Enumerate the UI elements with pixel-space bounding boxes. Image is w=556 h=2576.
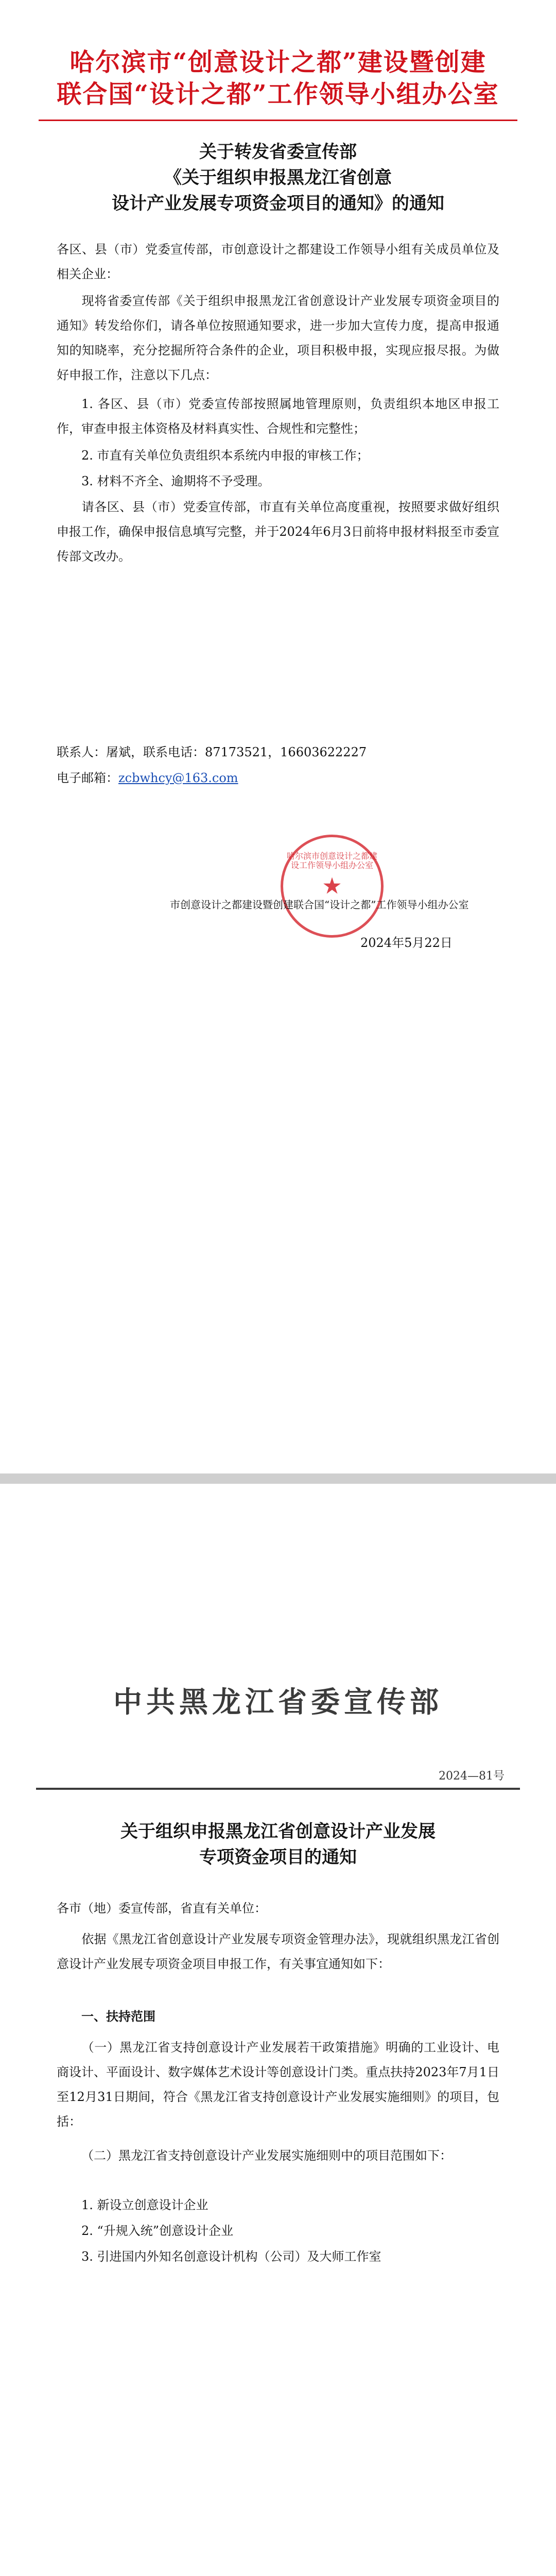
letter-body-2: 请各区、县（市）党委宣传部，市直有关单位高度重视，按照要求做好组织申报工作，确保申报信息填写完整，并于2024年6月3日前将申报材料报至市委宣传部文改办。 [57,500,499,564]
list-item: 2. “升规入统”创意设计企业 [81,2224,234,2238]
red-header-line1: 哈尔滨市“创意设计之都”建设暨创建 [70,48,486,77]
notice-title-line1: 关于组织申报黑龙江省创意设计产业发展 [120,1821,436,1842]
seal-star-icon: ★ [322,873,342,900]
red-header-line2: 联合国“设计之都”工作领导小组办公室 [57,80,499,109]
notice-title-line2: 专项资金项目的通知 [199,1847,357,1868]
seal-text: 哈尔滨市创意设计之都建设工作领导小组办公室 [286,851,377,870]
list-item: 1. 新设立创意设计企业 [81,2198,208,2212]
doc-number: 2024—81号 [439,1770,505,1783]
notice-divider [36,1788,520,1790]
official-seal [281,835,384,938]
letter-title-line1: 关于转发省委宣传部 [199,142,357,162]
notice-intro: 依据《黑龙江省创意设计产业发展专项资金管理办法》，现就组织黑龙江省创意设计产业发展专项资金项目申报工作，有关事宜通知如下： [57,1932,499,1971]
letter-point-1: 1. 各区、县（市）党委宣传部按照属地管理原则，负责组织本地区申报工作，审查申报主体资格及材料真实性、合规性和完整性； [57,397,499,436]
email-label: 电子邮箱： [57,771,118,785]
notice-org-header: 中共黑龙江省委宣传部 [113,1685,443,1719]
letter-issuer: 市创意设计之都建设暨创建联合国“设计之都”工作领导小组办公室 [170,899,469,911]
letter-date: 2024年5月22日 [360,936,453,950]
letter-salutation: 各区、县（市）党委宣传部，市创意设计之都建设工作领导小组有关成员单位及相关企业： [57,242,499,281]
letter-title-line3: 设计产业发展专项资金项目的通知》的通知 [112,193,444,214]
list-item: 3. 引进国内外知名创意设计机构（公司）及大师工作室 [81,2249,381,2264]
red-divider [39,120,517,121]
letter-point-3: 3. 材料不齐全、逾期将不予受理。 [81,474,270,488]
notice-page-1 [0,1484,556,2576]
letter-email-line [57,768,499,788]
letter-title-line2: 《关于组织申报黑龙江省创意 [164,167,392,188]
letter-body-1: 现将省委宣传部《关于组织申报黑龙江省创意设计产业发展专项资金项目的通知》转发给你们，请各单位按照通知要求，进一步加大宣传力度，提高申报通知的知晓率，充分挖掘所符合条件的企业，项目积极申报，实现应报尽报。为做好申报工作，注意以下几点： [57,294,499,382]
section-1-heading: 一、扶持范围 [81,2009,155,2024]
letter-contact: 联系人：屠斌，联系电话：87173521，16603622227 [57,745,367,759]
letter-point-2: 2. 市直有关单位负责组织本系统内申报的审核工作； [81,448,369,463]
notice-salutation: 各市（地）委宣传部，省直有关单位： [57,1901,267,1916]
section-1-para-1: （一）黑龙江省支持创意设计产业发展若干政策措施》明确的工业设计、电商设计、平面设计、数字媒体艺术设计等创意设计门类。重点扶持2023年7月1日至12月31日期间，符合《黑龙江省支持创意设计产业发展实施细则》的项目，包括： [57,2040,499,2129]
section-1-para-2: （二）黑龙江省支持创意设计产业发展实施细则中的项目范围如下： [81,2148,452,2163]
email-link[interactable]: zcbwhcy@163.com [118,771,238,785]
